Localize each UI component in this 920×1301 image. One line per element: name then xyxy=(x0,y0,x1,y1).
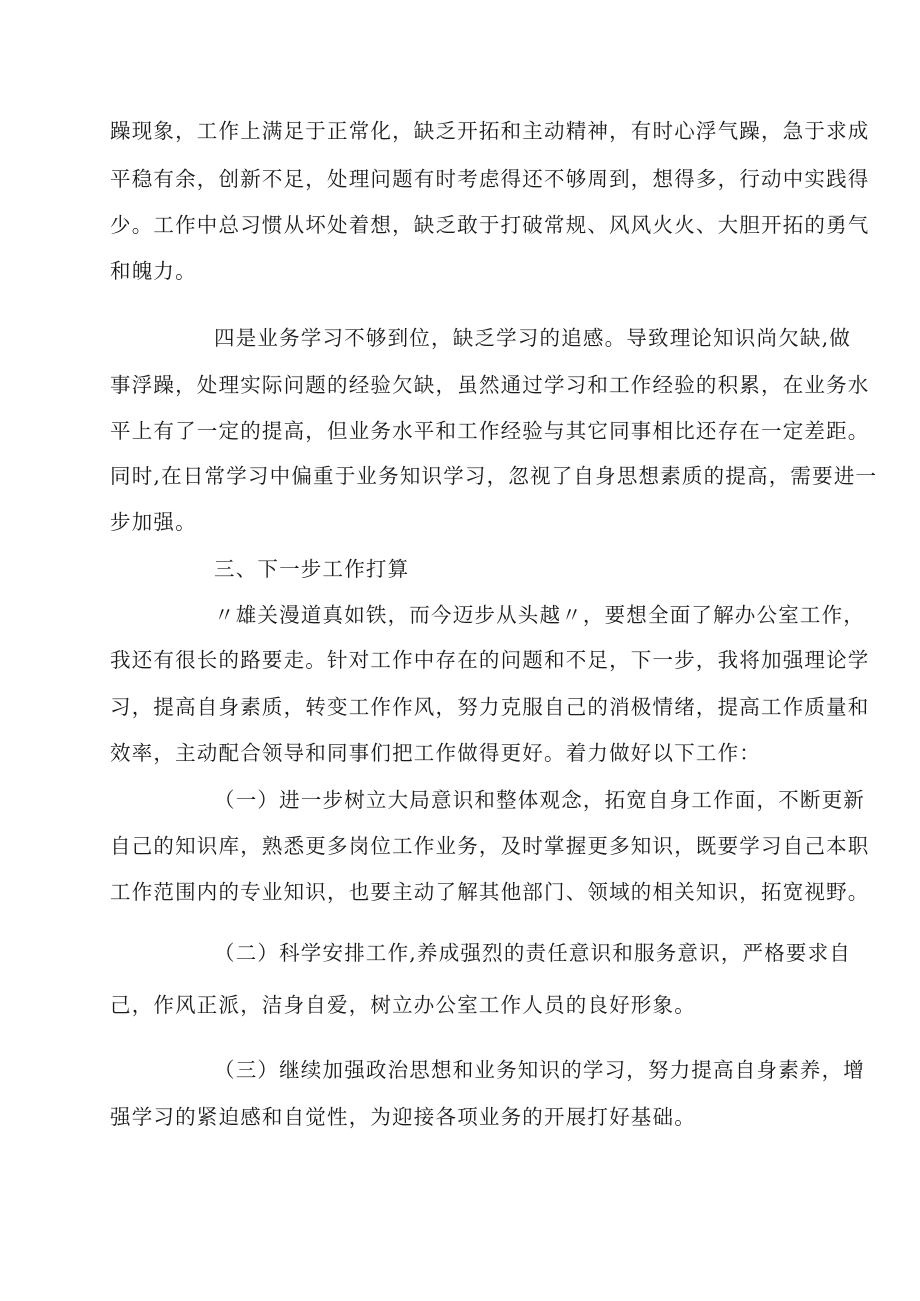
paragraph-line: 同时,在日常学习中偏重于业务知识学习，忽视了自身思想素质的提高，需要进一 xyxy=(110,464,878,488)
paragraph-line: 我还有很长的路要走。针对工作中存在的问题和不足，下一步，我将加强理论学 xyxy=(110,648,870,672)
paragraph-line: 事浮躁，处理实际问题的经验欠缺，虽然通过学习和工作经验的积累，在业务水 xyxy=(110,373,870,397)
paragraph-line: 四是业务学习不够到位，缺乏学习的追感。导致理论知识尚欠缺,做 xyxy=(214,326,852,350)
paragraph-line: 少。工作中总习惯从坏处着想，缺乏敢于打破常规、风风火火、大胆开拓的勇气 xyxy=(110,213,870,237)
paragraph-line: 自己的知识库，熟悉更多岗位工作业务，及时掌握更多知识，既要学习自己本职 xyxy=(110,834,870,858)
paragraph-line: 步加强。 xyxy=(110,510,197,534)
paragraph-line: 己，作风正派，洁身自爱，树立办公室工作人员的良好形象。 xyxy=(110,993,696,1017)
paragraph-line: 平上有了一定的提高，但业务水平和工作经验与其它同事相比还存在一定差距。 xyxy=(110,419,870,443)
paragraph-line: 强学习的紧迫感和自觉性，为迎接各项业务的开展打好基础。 xyxy=(110,1105,696,1129)
paragraph-line: 效率，主动配合领导和同事们把工作做得更好。着力做好以下工作： xyxy=(110,741,761,765)
paragraph-line: 平稳有余，创新不足，处理问题有时考虑得还不够周到，想得多，行动中实践得 xyxy=(110,167,870,191)
paragraph-line: 〃雄关漫道真如铁，而今迈步从头越〃，要想全面了解办公室工作， xyxy=(214,603,865,627)
section-heading: 三、下一步工作打算 xyxy=(214,557,410,581)
paragraph-line: （二）科学安排工作,养成强烈的责任意识和服务意识，严格要求自 xyxy=(214,941,852,965)
paragraph-line: （一）进一步树立大局意识和整体观念，拓宽自身工作面，不断更新 xyxy=(214,788,865,812)
paragraph-line: （三）继续加强政治思想和业务知识的学习，努力提高自身素养，增 xyxy=(214,1058,865,1082)
paragraph-line: 躁现象，工作上满足于正常化，缺乏开拓和主动精神，有时心浮气躁，急于求成 xyxy=(110,119,870,143)
paragraph-line: 工作范围内的专业知识，也要主动了解其他部门、领域的相关知识，拓宽视野。 xyxy=(110,880,870,904)
paragraph-line: 和魄力。 xyxy=(110,259,197,283)
paragraph-line: 习，提高自身素质，转变工作作风，努力克服自己的消极情绪，提高工作质量和 xyxy=(110,695,870,719)
